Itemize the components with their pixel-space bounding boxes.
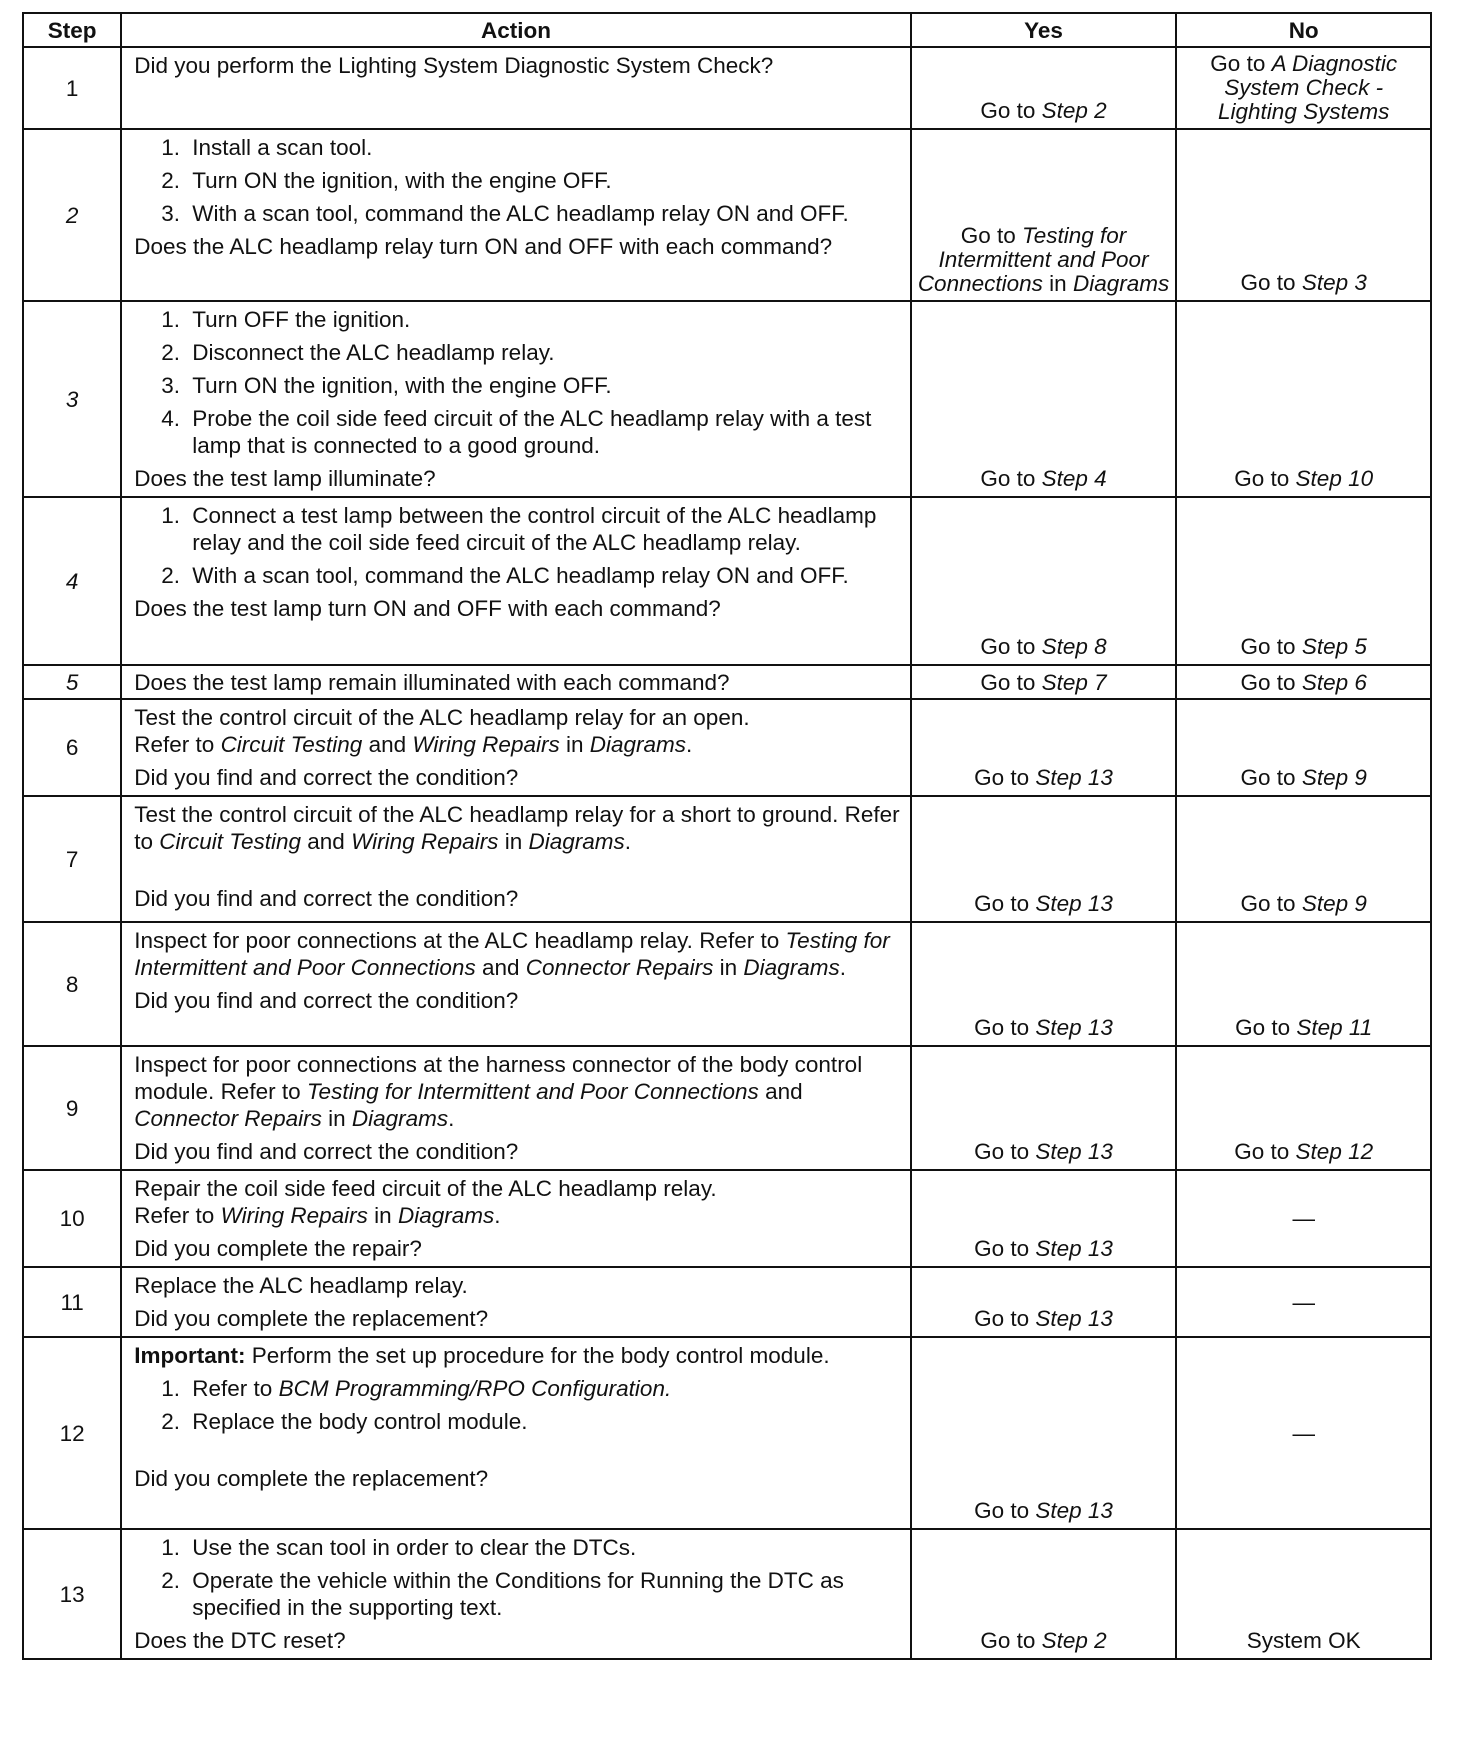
table-row bbox=[23, 301, 1431, 497]
question: Does the test lamp remain illuminated with each command? bbox=[134, 669, 730, 695]
action-cell bbox=[121, 1046, 910, 1170]
no-link[interactable]: A Diagnostic System Check - Lighting Systems bbox=[1218, 51, 1398, 124]
yes-link-diagrams[interactable]: Diagrams bbox=[1072, 271, 1170, 296]
ref-testing-intermittent[interactable]: Testing for Intermittent and Poor Connections bbox=[134, 928, 890, 980]
no-link[interactable]: Step 3 bbox=[1301, 270, 1367, 295]
yes-cell bbox=[911, 1170, 1177, 1267]
yes-cell bbox=[911, 1267, 1177, 1337]
no-cell bbox=[1176, 47, 1431, 129]
yes-link[interactable]: Step 4 bbox=[1041, 466, 1107, 491]
yes-link[interactable]: Step 7 bbox=[1041, 669, 1107, 695]
yes-cell bbox=[911, 665, 1177, 699]
table-row bbox=[23, 1529, 1431, 1659]
question: Did you find and correct the condition? bbox=[134, 1139, 519, 1164]
yes-link[interactable]: Step 2 bbox=[1041, 98, 1107, 123]
no-cell bbox=[1176, 1046, 1431, 1170]
no-cell bbox=[1176, 1529, 1431, 1659]
no-link[interactable]: Step 5 bbox=[1301, 634, 1367, 659]
action-cell bbox=[121, 47, 910, 129]
ref-wiring-repairs[interactable]: Wiring Repairs bbox=[412, 732, 560, 757]
instruction-text: Test the control circuit of the ALC headlamp relay for an open. Refer to Circuit Testing and Wiring Repairs in Diagrams. bbox=[134, 705, 750, 757]
list-item: 2. Turn ON the ignition, with the engine OFF. bbox=[186, 167, 901, 194]
table-row bbox=[23, 699, 1431, 796]
list-item: 4. Probe the coil side feed circuit of the ALC headlamp relay with a test lamp that is connected to a good ground. bbox=[186, 405, 901, 459]
list-item: 2. Operate the vehicle within the Conditions for Running the DTC as specified in the supporting text. bbox=[186, 1567, 901, 1621]
yes-cell bbox=[911, 796, 1177, 922]
go-to-text: Go to bbox=[974, 891, 1030, 916]
instruction: Test the control circuit of the ALC headlamp relay for an open. bbox=[134, 705, 750, 730]
go-to-text: Go to bbox=[1234, 466, 1290, 491]
step-list bbox=[134, 306, 901, 459]
action-cell bbox=[121, 301, 910, 497]
action-cell bbox=[121, 129, 910, 301]
instruction-text: Test the control circuit of the ALC headlamp relay for a short to ground. Refer to Circuit Testing and Wiring Repairs in Diagrams. bbox=[134, 802, 900, 854]
ref-diagrams[interactable]: Diagrams bbox=[743, 955, 840, 980]
table-row bbox=[23, 665, 1431, 699]
table-row bbox=[23, 922, 1431, 1046]
no-cell bbox=[1176, 922, 1431, 1046]
ref-testing-intermittent[interactable]: Testing for Intermittent and Poor Connections bbox=[306, 1079, 759, 1104]
important-label: Important: bbox=[134, 1343, 246, 1368]
list-item: 2. Replace the body control module. bbox=[186, 1408, 901, 1435]
question: Did you find and correct the condition? bbox=[134, 765, 519, 790]
step-number: 9 bbox=[23, 1046, 121, 1170]
yes-link[interactable]: Step 13 bbox=[1035, 891, 1113, 916]
header-no: No bbox=[1176, 13, 1431, 47]
table-row bbox=[23, 497, 1431, 665]
and-text: and bbox=[765, 1079, 803, 1104]
question: Did you complete the replacement? bbox=[134, 1466, 489, 1491]
instruction: Inspect for poor connections at the ALC headlamp relay. bbox=[134, 928, 693, 953]
go-to-text: Go to bbox=[1210, 51, 1266, 76]
header-row bbox=[23, 13, 1431, 47]
go-to-text: Go to bbox=[1240, 270, 1296, 295]
go-to-text: Go to bbox=[1240, 891, 1296, 916]
no-cell bbox=[1176, 699, 1431, 796]
step-number: 7 bbox=[23, 796, 121, 922]
question: Does the test lamp turn ON and OFF with each command? bbox=[134, 596, 721, 621]
no-link[interactable]: Step 12 bbox=[1295, 1139, 1374, 1164]
action-cell bbox=[121, 1267, 910, 1337]
step-label: 5 bbox=[65, 669, 79, 695]
table-row bbox=[23, 1046, 1431, 1170]
action-cell bbox=[121, 796, 910, 922]
list-item: 2. With a scan tool, command the ALC headlamp relay ON and OFF. bbox=[186, 562, 901, 589]
ref-wiring-repairs[interactable]: Wiring Repairs bbox=[351, 829, 499, 854]
list-item: 3. With a scan tool, command the ALC headlamp relay ON and OFF. bbox=[186, 200, 901, 227]
yes-cell bbox=[911, 497, 1177, 665]
no-cell bbox=[1176, 129, 1431, 301]
yes-link[interactable]: Step 13 bbox=[1035, 765, 1113, 790]
go-to-text: Go to bbox=[1240, 765, 1296, 790]
yes-link[interactable]: Step 13 bbox=[1035, 1015, 1113, 1040]
and-text: and bbox=[307, 829, 345, 854]
list-item: 1. Turn OFF the ignition. bbox=[186, 306, 901, 333]
ref-diagrams[interactable]: Diagrams bbox=[397, 1203, 495, 1228]
go-to-text: Go to bbox=[960, 223, 1016, 248]
in-text: in bbox=[328, 1106, 346, 1131]
ref-wiring-repairs[interactable]: Wiring Repairs bbox=[220, 1203, 368, 1228]
instruction-text: Inspect for poor connections at the ALC headlamp relay. Refer to Testing for Intermittent and Poor Connections and Connector Repairs in Diagrams. bbox=[134, 928, 890, 980]
instruction: Test the control circuit of the ALC headlamp relay for a short to ground. bbox=[134, 802, 839, 827]
action-cell bbox=[121, 665, 910, 699]
step-number: 11 bbox=[23, 1267, 121, 1337]
yes-link[interactable]: Step 13 bbox=[1035, 1306, 1113, 1331]
action-cell bbox=[121, 1170, 910, 1267]
dash: — bbox=[1292, 1420, 1315, 1446]
list-item: 1. Install a scan tool. bbox=[186, 134, 901, 161]
instruction-text: Inspect for poor connections at the harness connector of the body control module. Refer to Testing for Intermittent and Poor Connections and Connector Repairs in Diagrams. bbox=[134, 1052, 863, 1131]
in-text: in bbox=[565, 732, 584, 757]
go-to-text: Go to bbox=[974, 1139, 1030, 1164]
refer-to-text: Refer to bbox=[699, 928, 780, 953]
go-to-text: Go to bbox=[974, 1236, 1030, 1261]
table-row bbox=[23, 1267, 1431, 1337]
go-to-text: Go to bbox=[1240, 634, 1296, 659]
header-yes: Yes bbox=[911, 13, 1177, 47]
yes-cell bbox=[911, 1046, 1177, 1170]
system-ok-text: System OK bbox=[1246, 1628, 1361, 1653]
table-row bbox=[23, 1170, 1431, 1267]
no-link[interactable]: Step 6 bbox=[1301, 669, 1367, 695]
in-text: in bbox=[374, 1203, 392, 1228]
question: Does the ALC headlamp relay turn ON and OFF with each command? bbox=[134, 234, 833, 259]
table-row bbox=[23, 129, 1431, 301]
step-number: 1 bbox=[23, 47, 121, 129]
step-label: 4 bbox=[65, 568, 79, 594]
action-cell bbox=[121, 699, 910, 796]
question: Did you complete the replacement? bbox=[134, 1306, 489, 1331]
important-note bbox=[134, 1342, 901, 1369]
ref-circuit-testing[interactable]: Circuit Testing bbox=[159, 829, 302, 854]
important-text: Perform the set up procedure for the body control module. bbox=[251, 1343, 830, 1368]
in-text: in bbox=[504, 829, 523, 854]
step-number: 13 bbox=[23, 1529, 121, 1659]
refer-to-text: Refer to bbox=[134, 732, 215, 757]
step-number: 12 bbox=[23, 1337, 121, 1529]
yes-cell bbox=[911, 129, 1177, 301]
diagnostic-table bbox=[22, 12, 1432, 1660]
instruction: Inspect for poor connections at the harness connector of the body control module. bbox=[134, 1052, 863, 1104]
table-row bbox=[23, 1337, 1431, 1529]
no-link[interactable]: Step 10 bbox=[1295, 466, 1374, 491]
yes-link[interactable]: Step 8 bbox=[1041, 634, 1107, 659]
yes-cell bbox=[911, 47, 1177, 129]
ref-connector-repairs[interactable]: Connector Repairs bbox=[525, 955, 714, 980]
question: Did you complete the repair? bbox=[134, 1236, 422, 1261]
step-number: 10 bbox=[23, 1170, 121, 1267]
step-label: 2 bbox=[65, 202, 79, 228]
yes-cell bbox=[911, 699, 1177, 796]
and-text: and bbox=[481, 955, 520, 980]
go-to-text: Go to bbox=[980, 98, 1036, 123]
action-cell bbox=[121, 1529, 910, 1659]
list-item: 3. Turn ON the ignition, with the engine OFF. bbox=[186, 372, 901, 399]
action-cell bbox=[121, 922, 910, 1046]
ref-diagrams[interactable]: Diagrams bbox=[351, 1106, 449, 1131]
step-number bbox=[23, 129, 121, 301]
yes-cell bbox=[911, 1337, 1177, 1529]
in-text: in bbox=[1049, 271, 1067, 296]
list-item: 1. Use the scan tool in order to clear the DTCs. bbox=[186, 1534, 901, 1561]
go-to-text: Go to bbox=[974, 765, 1030, 790]
go-to-text: Go to bbox=[980, 466, 1036, 491]
action-cell bbox=[121, 497, 910, 665]
yes-link[interactable]: Step 13 bbox=[1035, 1236, 1113, 1261]
no-link[interactable]: Step 11 bbox=[1296, 1015, 1373, 1040]
action-cell bbox=[121, 1337, 910, 1529]
dash: — bbox=[1292, 1206, 1315, 1231]
refer-to-text: Refer to bbox=[220, 1079, 301, 1104]
no-cell bbox=[1176, 497, 1431, 665]
yes-cell bbox=[911, 301, 1177, 497]
refer-to-text: Refer to bbox=[134, 802, 900, 854]
step-list bbox=[134, 134, 901, 227]
question: Does the DTC reset? bbox=[134, 1628, 346, 1653]
list-item: 2. Disconnect the ALC headlamp relay. bbox=[186, 339, 901, 366]
table-row bbox=[23, 47, 1431, 129]
go-to-text: Go to bbox=[974, 1015, 1030, 1040]
no-cell bbox=[1176, 796, 1431, 922]
go-to-text: Go to bbox=[980, 634, 1036, 659]
ref-bcm-programming[interactable]: BCM Programming/RPO Configuration. bbox=[278, 1376, 672, 1401]
question: Did you find and correct the condition? bbox=[134, 988, 519, 1013]
go-to-text: Go to bbox=[1235, 1015, 1291, 1040]
yes-link[interactable]: Step 13 bbox=[1035, 1139, 1113, 1164]
step-number: 6 bbox=[23, 699, 121, 796]
go-to-text: Go to bbox=[974, 1498, 1030, 1523]
go-to-text: Go to bbox=[1240, 669, 1296, 695]
and-text: and bbox=[368, 732, 407, 757]
list-item bbox=[186, 1375, 901, 1402]
go-to-text: Go to bbox=[1234, 1139, 1290, 1164]
step-label: 3 bbox=[65, 386, 79, 412]
header-action: Action bbox=[121, 13, 910, 47]
no-cell bbox=[1176, 1170, 1431, 1267]
instruction: Repair the coil side feed circuit of the ALC headlamp relay. bbox=[134, 1176, 717, 1201]
instruction-text: Repair the coil side feed circuit of the ALC headlamp relay. Refer to Wiring Repairs in Diagrams. bbox=[134, 1176, 717, 1228]
ref-diagrams[interactable]: Diagrams bbox=[589, 732, 687, 757]
step-number bbox=[23, 665, 121, 699]
ref-diagrams[interactable]: Diagrams bbox=[528, 829, 625, 854]
dash: — bbox=[1292, 1289, 1315, 1315]
no-cell bbox=[1176, 1267, 1431, 1337]
no-link[interactable]: Step 9 bbox=[1301, 891, 1367, 916]
step-number bbox=[23, 497, 121, 665]
instruction: Replace the ALC headlamp relay. bbox=[134, 1273, 468, 1298]
yes-cell bbox=[911, 922, 1177, 1046]
step-list bbox=[134, 1534, 901, 1621]
yes-link[interactable]: Step 2 bbox=[1041, 1628, 1107, 1653]
go-to-text: Go to bbox=[980, 1628, 1036, 1653]
in-text: in bbox=[719, 955, 738, 980]
go-to-text: Go to bbox=[974, 1306, 1030, 1331]
question: Did you perform the Lighting System Diagnostic System Check? bbox=[134, 53, 774, 78]
step-list bbox=[134, 502, 901, 589]
question: Does the test lamp illuminate? bbox=[134, 466, 436, 491]
no-link[interactable]: Step 9 bbox=[1301, 765, 1367, 790]
no-cell bbox=[1176, 1337, 1431, 1529]
table-row bbox=[23, 796, 1431, 922]
yes-link[interactable]: Testing for Intermittent and Poor Connections bbox=[917, 223, 1149, 296]
ref-connector-repairs[interactable]: Connector Repairs bbox=[134, 1106, 322, 1131]
yes-link[interactable]: Step 13 bbox=[1035, 1498, 1113, 1523]
step-number: 8 bbox=[23, 922, 121, 1046]
step-number bbox=[23, 301, 121, 497]
no-cell bbox=[1176, 301, 1431, 497]
no-cell bbox=[1176, 665, 1431, 699]
refer-to-text: Refer to bbox=[134, 1203, 215, 1228]
ref-circuit-testing[interactable]: Circuit Testing bbox=[220, 732, 363, 757]
go-to-text: Go to bbox=[980, 669, 1036, 695]
list-item: 1. Connect a test lamp between the control circuit of the ALC headlamp relay and the coil side feed circuit of the ALC headlamp relay. bbox=[186, 502, 901, 556]
question: Did you find and correct the condition? bbox=[134, 886, 519, 911]
yes-cell bbox=[911, 1529, 1177, 1659]
step-list bbox=[134, 1375, 901, 1435]
refer-to-text: Refer to bbox=[192, 1376, 273, 1401]
header-step: Step bbox=[23, 13, 121, 47]
